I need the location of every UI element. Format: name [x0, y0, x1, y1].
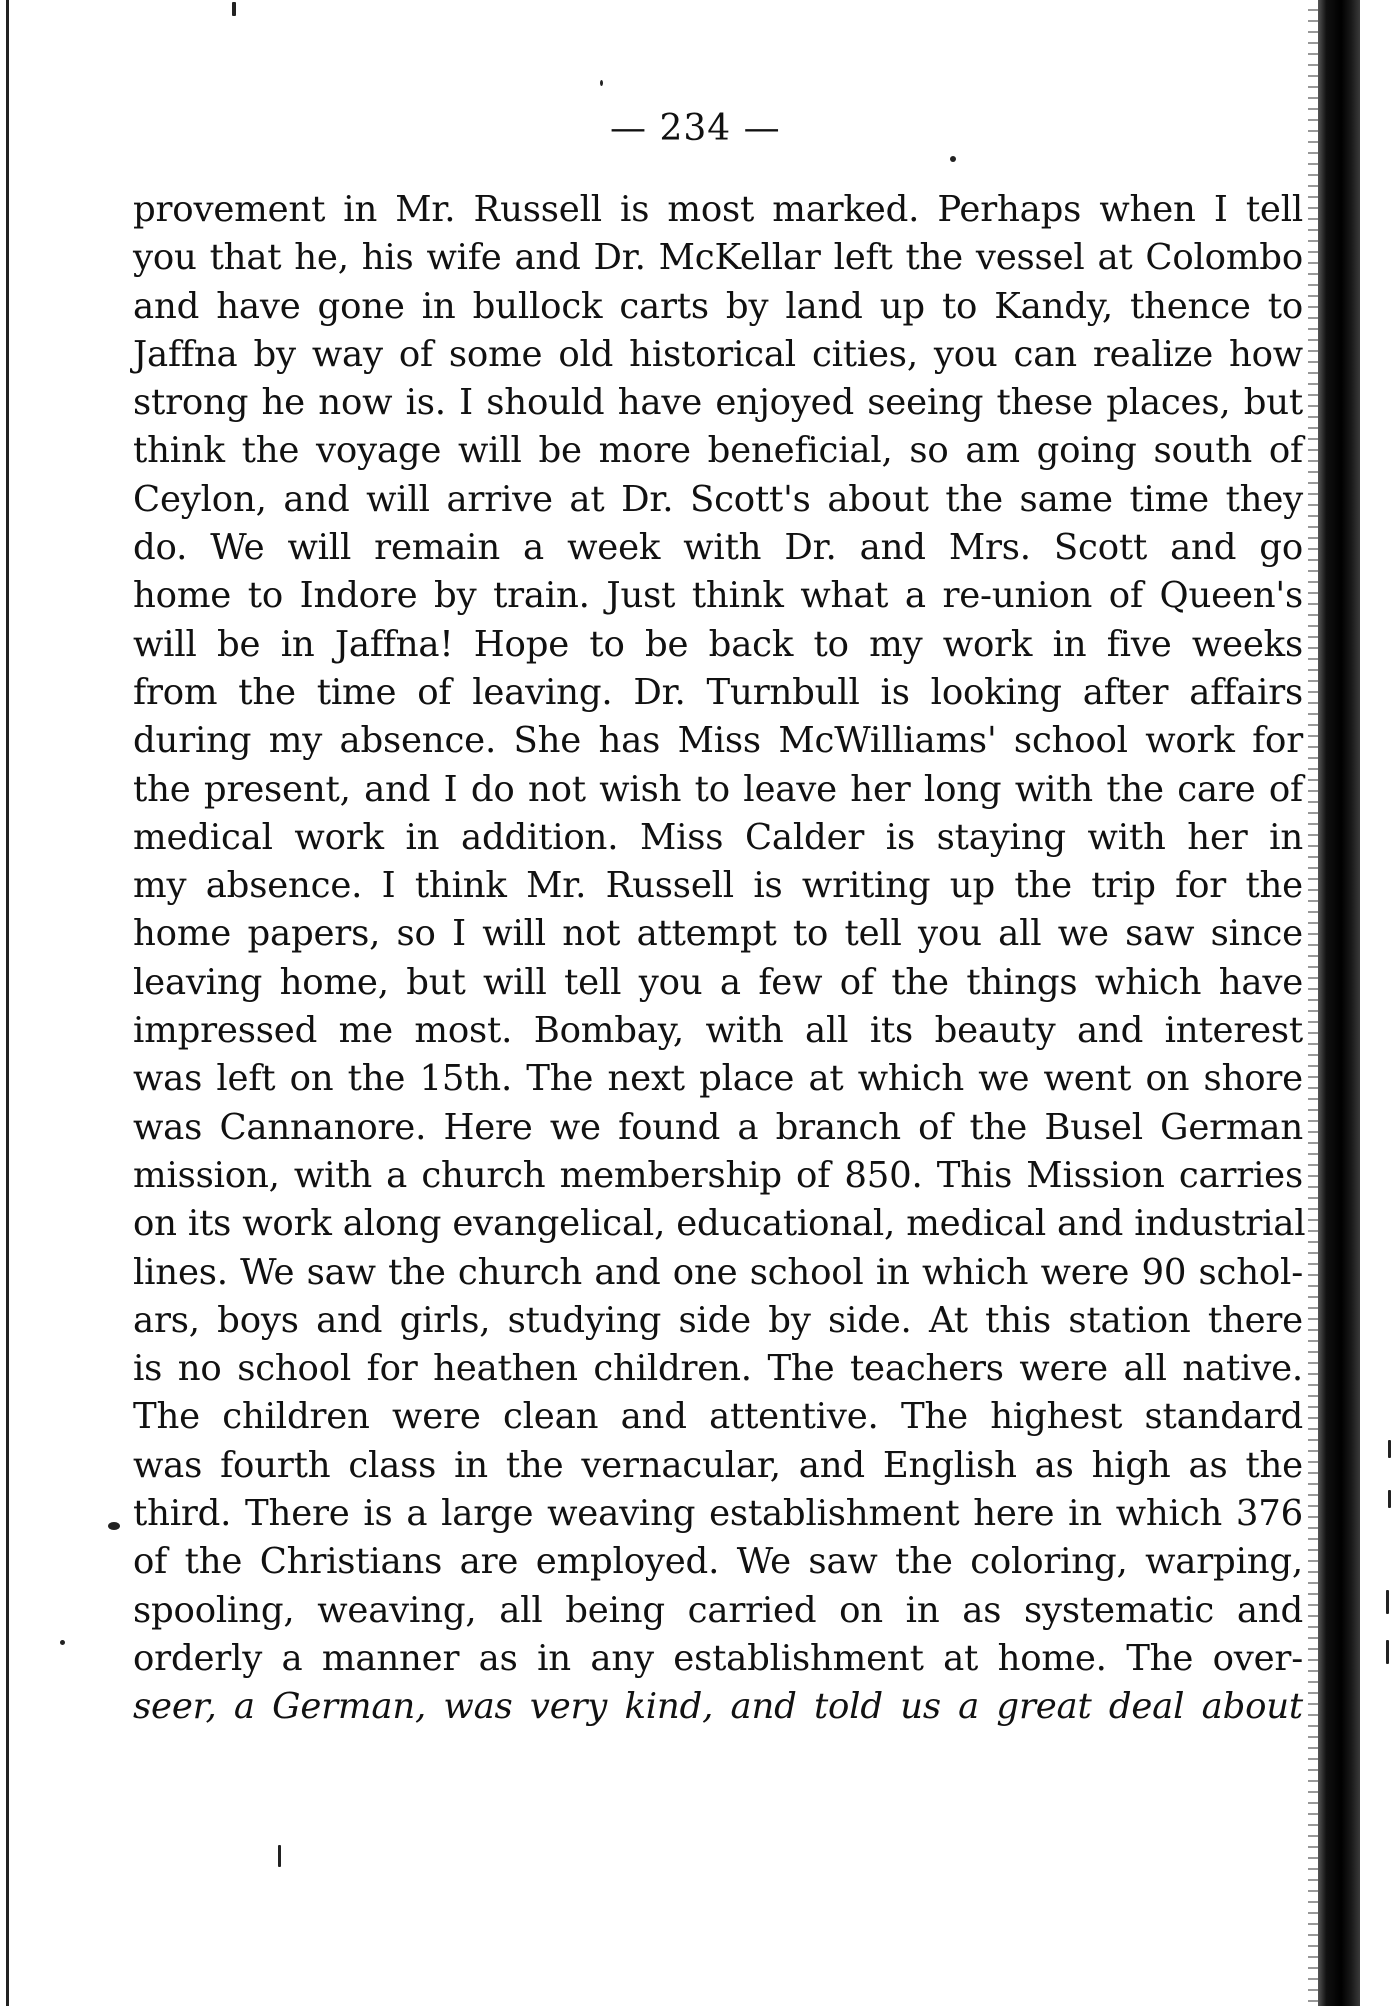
text-line: was left on the 15th. The next place at which we went on shore	[133, 1058, 1303, 1100]
text-line: spooling, weaving, all being carried on in as systematic and	[133, 1589, 1303, 1631]
scan-speck	[278, 1845, 281, 1867]
scan-speck	[1388, 1440, 1391, 1458]
text-line: home papers, so I will not attempt to tell you all we saw since	[133, 913, 1303, 955]
text-line: The children were clean and attentive. The highest standard	[133, 1396, 1303, 1438]
text-line: will be in Jaffna! Hope to be back to my work in five weeks	[133, 623, 1303, 665]
page-number: — 234 —	[610, 108, 781, 149]
text-line: home to Indore by train. Just think what a re-union of Queen's	[133, 575, 1303, 617]
text-line: and have gone in bullock carts by land up to Kandy, thence to	[133, 285, 1303, 327]
text-line: provement in Mr. Russell is most marked. Perhaps when I tell	[133, 189, 1303, 230]
text-line: do. We will remain a week with Dr. and Mrs. Scott and go	[133, 527, 1303, 569]
scan-speck	[600, 80, 603, 86]
text-line: Jaffna by way of some old historical cities, you can realize how	[133, 333, 1303, 375]
text-line: my absence. I think Mr. Russell is writing up the trip for the	[133, 865, 1303, 907]
scan-speck	[1386, 1640, 1389, 1664]
text-line-italic: seer, a German, was very kind, and told us a great deal about	[133, 1686, 1303, 1728]
text-line-italic: was Cannanore. Here we found a branch of the Busel German	[133, 1106, 1303, 1148]
text-line: during my absence. She has Miss McWilliams' school work for	[133, 720, 1303, 762]
text-line: mission, with a church membership of 850. This Mission carries	[133, 1154, 1303, 1196]
text-line: the present, and I do not wish to leave her long with the care of	[133, 768, 1303, 810]
scan-speck	[1388, 1490, 1391, 1508]
text-line: Ceylon, and will arrive at Dr. Scott's about the same time they	[133, 478, 1303, 520]
text-line: you that he, his wife and Dr. McKellar left the vessel at Colombo	[133, 237, 1303, 279]
text-line: leaving home, but will tell you a few of the things which have	[133, 961, 1303, 1003]
text-line: impressed me most. Bombay, with all its beauty and interest	[133, 1010, 1303, 1052]
scan-speck	[950, 156, 956, 162]
binding-shadow	[1318, 0, 1360, 2006]
page-edge-left	[6, 0, 9, 2006]
scan-speck	[108, 1522, 120, 1530]
scan-speck	[1386, 1590, 1389, 1614]
text-line: orderly a manner as in any establishment at home. The over-	[133, 1637, 1303, 1679]
scan-speck	[60, 1640, 65, 1645]
text-line: think the voyage will be more beneficial, so am going south of	[133, 430, 1303, 472]
text-line: ars, boys and girls, studying side by side. At this station there	[133, 1299, 1303, 1341]
text-line: third. There is a large weaving establishment here in which 376	[133, 1493, 1303, 1535]
text-line: was fourth class in the vernacular, and English as high as the	[133, 1444, 1303, 1486]
scan-speck	[232, 2, 236, 16]
text-line: on its work along evangelical, educational, medical and industrial	[133, 1203, 1306, 1245]
text-line: medical work in addition. Miss Calder is staying with her in	[133, 816, 1303, 858]
text-line: is no school for heathen children. The teachers were all native.	[133, 1348, 1303, 1390]
text-line: strong he now is. I should have enjoyed seeing these places, but	[133, 382, 1303, 424]
text-line: from the time of leaving. Dr. Turnbull is looking after affairs	[133, 671, 1303, 713]
text-line: lines. We saw the church and one school in which were 90 schol-	[133, 1251, 1303, 1293]
text-line: of the Christians are employed. We saw the coloring, warping,	[133, 1541, 1303, 1583]
body-text	[133, 186, 1306, 1732]
